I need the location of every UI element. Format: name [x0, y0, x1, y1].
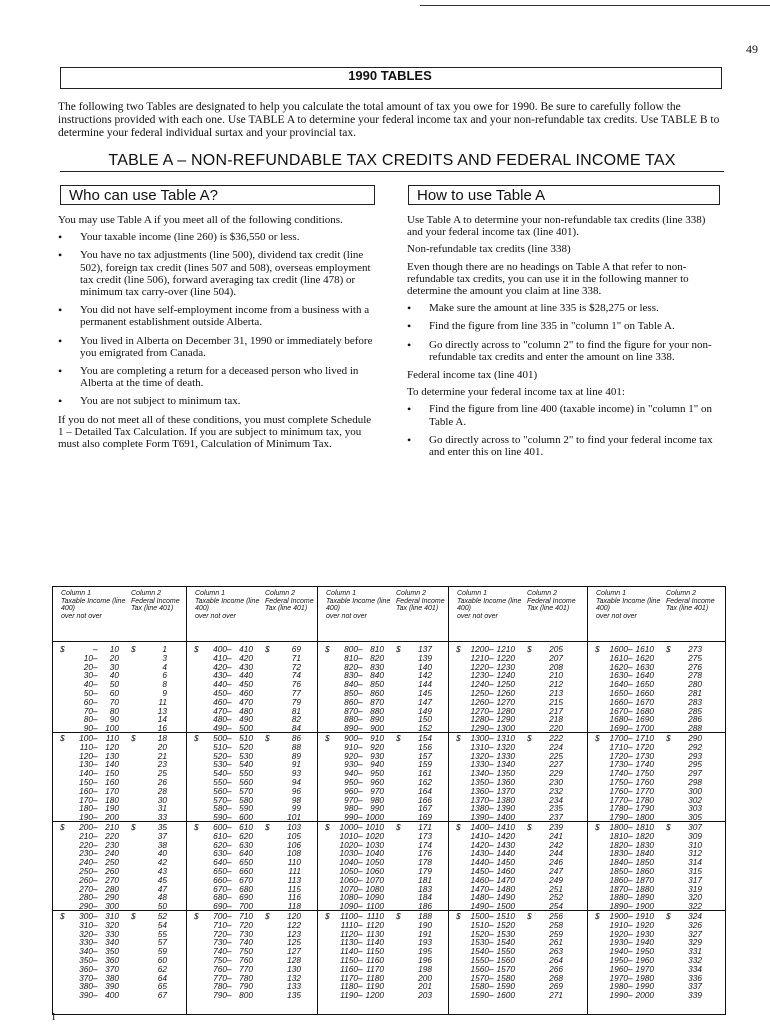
table-row: 1340 – 1350 229 — [470, 768, 563, 779]
table-row: 1660 – 1670 283 — [609, 696, 702, 707]
table-row: 130 – 140 23 — [79, 759, 167, 770]
table-row: 770 – 780 132 — [213, 972, 301, 983]
table-group — [588, 645, 725, 733]
table-row: 1490 – 1500 254 — [470, 901, 563, 912]
table-row: $ 700 – 710 $ 120 — [194, 911, 301, 921]
table-row: $ 1000 – 1010 $ 171 — [325, 822, 432, 832]
left-bullets — [58, 231, 378, 407]
table-row: 310 – 320 54 — [79, 919, 167, 930]
table-row: 420 – 430 72 — [213, 661, 301, 672]
left-column — [58, 214, 378, 455]
table-row: 1820 – 1830 310 — [609, 839, 702, 850]
table-row: 930 – 940 159 — [344, 759, 432, 770]
table-row: 1520 – 1530 259 — [470, 928, 563, 939]
table-row: 1440 – 1450 246 — [470, 857, 563, 868]
table-row: 1190 – 1200 203 — [340, 990, 432, 1001]
table-row: 1570 – 1580 268 — [470, 972, 563, 983]
header-rule — [449, 641, 587, 642]
table-row: 250 – 260 43 — [79, 865, 167, 876]
table-row: 1430 – 1440 244 — [470, 848, 563, 859]
table-row: 910 – 920 156 — [344, 741, 432, 752]
table-row: 60 – 70 11 — [83, 696, 167, 707]
header-rule — [588, 641, 725, 642]
table-row: 1140 – 1150 195 — [340, 946, 432, 957]
right1-bullet-2: • Find the figure from line 335 in "column 1" on Table A. — [407, 320, 723, 332]
table-row: $ 1200 – 1210 $ 205 — [456, 644, 563, 654]
table-row: $ 1500 – 1510 $ 256 — [456, 911, 563, 921]
table-row: 1890 – 1900 322 — [609, 901, 702, 912]
table-row: 1030 – 1040 176 — [339, 848, 432, 859]
table-row: $ 900 – 910 $ 154 — [325, 733, 432, 743]
table-row: 620 – 630 106 — [213, 839, 301, 850]
right-para1: Even though there are no headings on Table A that refer to non-refundable tax credits, you can use it in the following manner to determine the amount you claim at line 338. — [407, 260, 689, 298]
table-row: 240 – 250 42 — [79, 857, 167, 868]
left-bullet-1: • Your taxable income (line 260) is $36,550 or less. — [58, 231, 378, 243]
tax-table — [52, 586, 726, 1015]
table-row: 1910 – 1920 326 — [609, 919, 702, 930]
table-row: 1620 – 1630 276 — [609, 661, 702, 672]
table-row: 880 – 890 150 — [344, 714, 432, 725]
who-can-use-heading: Who can use Table A? — [60, 185, 375, 205]
table-row: 90 – 100 16 — [83, 723, 167, 734]
table-row: 660 – 670 113 — [213, 874, 301, 885]
table-row: 330 – 340 57 — [79, 937, 167, 948]
table-group — [588, 912, 725, 1000]
table-row: 760 – 770 130 — [213, 963, 301, 974]
table-group — [187, 912, 317, 1000]
left-lead: You may use Table A if you meet all of the following conditions. — [58, 214, 343, 226]
table-row: 1810 – 1820 309 — [609, 830, 702, 841]
table-group — [449, 912, 587, 1000]
table-row: 110 – 120 20 — [79, 741, 167, 752]
table-row: 1080 – 1090 184 — [339, 892, 432, 903]
table-row: 370 – 380 64 — [79, 972, 167, 983]
header-rule — [187, 641, 317, 642]
intro-paragraph: The following two Tables are designated to help you calculate the total amount of tax you owe for 1990. Be sure to carefully follow the instructions provided with each one. Use TABLE A to determine your federal income tax and your non-refundable tax credits. Use TABLE B to determine your federal individual surtax and your provincial tax. — [58, 101, 720, 139]
how-to-use-heading: How to use Table A — [408, 185, 720, 205]
table-row: 1970 – 1980 336 — [609, 972, 702, 983]
table-row: 1550 – 1560 264 — [470, 954, 563, 965]
table-row: $ 1400 – 1410 $ 239 — [456, 822, 563, 832]
table-row: 440 – 450 76 — [213, 679, 301, 690]
table-column-3: Column 1 Taxable Income (line 400) over not over Column 2 Federal Income Tax (line 401) $ 800 – 810 $ 137 810 – 820 139 820 – 830 140 830 – 840 142 840 – 850 144 850 – 860 145 860 – 870 147 870 – 880 149 880 – 890 150 890 – 900 152 $ 900 – 910 $ 154 910 – 920 156 920 – 930 157 930 – 940 159 940 – 950 161 950 – 960 162 960 – 970 164 970 – 980 166 980 – 990 167 990 – 1000 169 $ 1000 – 1010 $ 171 1010 – 1020 173 1020 – 1030 174 1030 – 1040 176 1040 – 1050 178 1050 – 1060 179 1060 – 1070 181 1070 – 1080 183 1080 – 1090 184 1090 – 1100 186 $ 1100 – 1110 $ 188 1110 – 1120 190 1120 – 1130 191 1130 – 1140 193 1140 – 1150 195 1150 – 1160 196 1160 – 1170 198 1170 – 1180 200 1180 – 1190 201 1190 – 1200 203 — [318, 587, 449, 1014]
table-group — [449, 734, 587, 822]
right1-bullet-1: • Make sure the amount at line 335 is $28,275 or less. — [407, 302, 723, 314]
table-row: 1610 – 1620 275 — [609, 652, 702, 663]
table-group — [187, 823, 317, 911]
table-row: 1780 – 1790 303 — [609, 803, 702, 814]
table-row: 180 – 190 31 — [79, 803, 167, 814]
table-row: 730 – 740 125 — [213, 937, 301, 948]
table-row: 1160 – 1170 198 — [340, 963, 432, 974]
table-group — [318, 823, 448, 911]
table-row: 1150 – 1160 196 — [340, 954, 432, 965]
table-row: $ 800 – 810 $ 137 — [325, 644, 432, 654]
table-row: 360 – 370 62 — [79, 963, 167, 974]
table-row: 610 – 620 105 — [213, 830, 301, 841]
right1-bullet-3: • Go directly across to "column 2" to find the figure for your non-refundable tax credits and enter the amount on line 338. — [407, 339, 723, 363]
table-row: 280 – 290 48 — [79, 892, 167, 903]
table-row: $ 400 – 410 $ 69 — [194, 644, 301, 654]
table-row: 1760 – 1770 300 — [609, 785, 702, 796]
table-row: 80 – 90 14 — [83, 714, 167, 725]
table-row: $ 500 – 510 $ 86 — [194, 733, 301, 743]
table-row: 160 – 170 28 — [79, 785, 167, 796]
table-row: 1240 – 1250 212 — [470, 679, 563, 690]
group-separator — [588, 910, 725, 911]
table-row: 1130 – 1140 193 — [340, 937, 432, 948]
table-row: 1980 – 1990 337 — [609, 981, 702, 992]
table-row: 890 – 900 152 — [344, 723, 432, 734]
table-row: 520 – 530 89 — [213, 750, 301, 761]
table-row: 480 – 490 82 — [213, 714, 301, 725]
table-group — [449, 823, 587, 911]
table-row: 450 – 460 77 — [213, 687, 301, 698]
table-row: 1590 – 1600 271 — [470, 990, 563, 1001]
right-para2: To determine your federal income tax at line 401: — [407, 386, 625, 399]
table-row: 1580 – 1590 269 — [470, 981, 563, 992]
table-row: 850 – 860 145 — [344, 687, 432, 698]
table-row: 1390 – 1400 237 — [470, 812, 563, 823]
top-rule — [420, 5, 770, 6]
table-group — [318, 734, 448, 822]
table-group — [53, 912, 186, 1000]
table-row: 540 – 550 93 — [213, 768, 301, 779]
table-row: 1380 – 1390 235 — [470, 803, 563, 814]
table-row: 1460 – 1470 249 — [470, 874, 563, 885]
table-row: 750 – 760 128 — [213, 954, 301, 965]
group-separator — [449, 732, 587, 733]
footer-mark: I — [52, 1012, 56, 1023]
table-row: 1930 – 1940 329 — [609, 937, 702, 948]
table-row: 1410 – 1420 241 — [470, 830, 563, 841]
left-bullet-5: • You are completing a return for a deceased person who lived in Alberta at the time of death. — [58, 365, 378, 389]
table-row: 510 – 520 88 — [213, 741, 301, 752]
table-row: 150 – 160 26 — [79, 776, 167, 787]
table-row: $ 100 – 110 $ 18 — [60, 733, 167, 743]
table-row: 270 – 280 47 — [79, 883, 167, 894]
table-group — [187, 734, 317, 822]
table-row: 230 – 240 40 — [79, 848, 167, 859]
table-row: 1050 – 1060 179 — [339, 865, 432, 876]
table-group — [53, 645, 186, 733]
table-row: 950 – 960 162 — [344, 776, 432, 787]
table-row: $ 1700 – 1710 $ 290 — [595, 733, 702, 743]
table-row: 1170 – 1180 200 — [340, 972, 432, 983]
table-row: 1420 – 1430 242 — [470, 839, 563, 850]
table-column-2: Column 1 Taxable Income (line 400) over not over Column 2 Federal Income Tax (line 401) $ 400 – 410 $ 69 410 – 420 71 420 – 430 72 430 – 440 74 440 – 450 76 450 – 460 77 460 – 470 79 470 – 480 81 480 – 490 82 490 – 500 84 $ 500 – 510 $ 86 510 – 520 88 520 – 530 89 530 – 540 91 540 – 550 93 550 – 560 94 560 – 570 96 570 – 580 98 580 – 590 99 590 – 600 101 $ 600 – 610 $ 103 610 – 620 105 620 – 630 106 630 – 640 108 640 – 650 110 650 – 660 111 660 – 670 113 670 – 680 115 680 – 690 116 690 – 700 118 $ 700 – 710 $ 120 710 – 720 122 720 – 730 123 730 – 740 125 740 – 750 127 750 – 760 128 760 – 770 130 770 – 780 132 780 – 790 133 790 – 800 135 — [187, 587, 318, 1014]
table-row: 1870 – 1880 319 — [609, 883, 702, 894]
table-row: 1750 – 1760 298 — [609, 776, 702, 787]
right-bullets-2 — [407, 403, 723, 458]
table-row: 190 – 200 33 — [79, 812, 167, 823]
table-row: $ 300 – 310 $ 52 — [60, 911, 167, 921]
table-row: 560 – 570 96 — [213, 785, 301, 796]
table-row: 30 – 40 6 — [83, 670, 167, 681]
table-group — [187, 645, 317, 733]
table-row: 1920 – 1930 327 — [609, 928, 702, 939]
table-row: 1120 – 1130 191 — [340, 928, 432, 939]
table-row: 630 – 640 108 — [213, 848, 301, 859]
header-rule — [318, 641, 448, 642]
table-row: 1630 – 1640 278 — [609, 670, 702, 681]
table-row: 290 – 300 50 — [79, 901, 167, 912]
left-bullet-3: • You did not have self-employment income from a business with a permanent establishment outside Alberta. — [58, 304, 378, 328]
table-row: 1180 – 1190 201 — [340, 981, 432, 992]
table-column-5: Column 1 Taxable Income (line 400) over not over Column 2 Federal Income Tax (line 401) $ 1600 – 1610 $ 273 1610 – 1620 275 1620 – 1630 276 1630 – 1640 278 1640 – 1650 280 1650 – 1660 281 1660 – 1670 283 1670 – 1680 285 1680 – 1690 286 1690 – 1700 288 $ 1700 – 1710 $ 290 1710 – 1720 292 1720 – 1730 293 1730 – 1740 295 1740 – 1750 297 1750 – 1760 298 1760 – 1770 300 1770 – 1780 302 1780 – 1790 303 1790 – 1800 305 $ 1800 – 1810 $ 307 1810 – 1820 309 1820 – 1830 310 1830 – 1840 312 1840 – 1850 314 1850 – 1860 315 1860 – 1870 317 1870 – 1880 319 1880 – 1890 320 1890 – 1900 322 $ 1900 – 1910 $ 324 1910 – 1920 326 1920 – 1930 327 1930 – 1940 329 1940 – 1950 331 1950 – 1960 332 1960 – 1970 334 1970 – 1980 336 1980 – 1990 337 1990 – 2000 339 — [588, 587, 725, 1014]
table-column-4: Column 1 Taxable Income (line 400) over not over Column 2 Federal Income Tax (line 401) $ 1200 – 1210 $ 205 1210 – 1220 207 1220 – 1230 208 1230 – 1240 210 1240 – 1250 212 1250 – 1260 213 1260 – 1270 215 1270 – 1280 217 1280 – 1290 218 1290 – 1300 220 $ 1300 – 1310 $ 222 1310 – 1320 224 1320 – 1330 225 1330 – 1340 227 1340 – 1350 229 1350 – 1360 230 1360 – 1370 232 1370 – 1380 234 1380 – 1390 235 1390 – 1400 237 $ 1400 – 1410 $ 239 1410 – 1420 241 1420 – 1430 242 1430 – 1440 244 1440 – 1450 246 1450 – 1460 247 1460 – 1470 249 1470 – 1480 251 1480 – 1490 252 1490 – 1500 254 $ 1500 – 1510 $ 256 1510 – 1520 258 1520 – 1530 259 1530 – 1540 261 1540 – 1550 263 1550 – 1560 264 1560 – 1570 266 1570 – 1580 268 1580 – 1590 269 1590 – 1600 271 — [449, 587, 588, 1014]
table-row: 830 – 840 142 — [344, 670, 432, 681]
table-row: 860 – 870 147 — [344, 696, 432, 707]
table-row: 1690 – 1700 288 — [609, 723, 702, 734]
table-row: 1230 – 1240 210 — [470, 670, 563, 681]
right-sub1: Non-refundable tax credits (line 338) — [407, 243, 571, 256]
table-row: 1330 – 1340 227 — [470, 759, 563, 770]
table-row: 790 – 800 135 — [213, 990, 301, 1001]
table-row: 410 – 420 71 — [213, 652, 301, 663]
table-row: 820 – 830 140 — [344, 661, 432, 672]
table-row: $ 1600 – 1610 $ 273 — [595, 644, 702, 654]
table-group — [588, 734, 725, 822]
table-row: 1560 – 1570 266 — [470, 963, 563, 974]
table-row: 1220 – 1230 208 — [470, 661, 563, 672]
table-column-1: Column 1 Taxable Income (line 400) over not over Column 2 Federal Income Tax (line 401) $ – 10 $ 1 10 – 20 3 20 – 30 4 30 – 40 6 40 – 50 8 50 – 60 9 60 – 70 11 70 – 80 13 80 – 90 14 90 – 100 16 $ 100 – 110 $ 18 110 – 120 20 120 – 130 21 130 – 140 23 140 – 150 25 150 – 160 26 160 – 170 28 170 – 180 30 180 – 190 31 190 – 200 33 $ 200 – 210 $ 35 210 – 220 37 220 – 230 38 230 – 240 40 240 – 250 42 250 – 260 43 260 – 270 45 270 – 280 47 280 – 290 48 290 – 300 50 $ 300 – 310 $ 52 310 – 320 54 320 – 330 55 330 – 340 57 340 – 350 59 350 – 360 60 360 – 370 62 370 – 380 64 380 – 390 65 390 – 400 67 — [53, 587, 187, 1014]
group-separator — [449, 910, 587, 911]
table-row: 1670 – 1680 285 — [609, 705, 702, 716]
table-row: 720 – 730 123 — [213, 928, 301, 939]
table-group — [449, 645, 587, 733]
table-row: 140 – 150 25 — [79, 768, 167, 779]
table-row: 970 – 980 166 — [344, 794, 432, 805]
table-row: 1070 – 1080 183 — [339, 883, 432, 894]
table-row: 1950 – 1960 332 — [609, 954, 702, 965]
header-rule — [53, 641, 186, 642]
table-row: 1730 – 1740 295 — [609, 759, 702, 770]
table-row: 1740 – 1750 297 — [609, 768, 702, 779]
table-row: 1280 – 1290 218 — [470, 714, 563, 725]
table-row: 1720 – 1730 293 — [609, 750, 702, 761]
table-row: 810 – 820 139 — [344, 652, 432, 663]
group-separator — [588, 821, 725, 822]
table-row: 220 – 230 38 — [79, 839, 167, 850]
table-group — [318, 645, 448, 733]
table-row: 1480 – 1490 252 — [470, 892, 563, 903]
right-bullets-1 — [407, 302, 723, 363]
table-row: 380 – 390 65 — [79, 981, 167, 992]
table-row: 390 – 400 67 — [79, 990, 167, 1001]
table-row: 1350 – 1360 230 — [470, 776, 563, 787]
table-row: 1960 – 1970 334 — [609, 963, 702, 974]
table-row: 1360 – 1370 232 — [470, 785, 563, 796]
table-row: $ 1300 – 1310 $ 222 — [456, 733, 563, 743]
table-row: 1060 – 1070 181 — [339, 874, 432, 885]
table-row: 1110 – 1120 190 — [340, 919, 432, 930]
table-row: 780 – 790 133 — [213, 981, 301, 992]
group-separator — [588, 732, 725, 733]
table-row: 1640 – 1650 280 — [609, 679, 702, 690]
table-row: 530 – 540 91 — [213, 759, 301, 770]
table-row: 350 – 360 60 — [79, 954, 167, 965]
page-number: 49 — [746, 42, 758, 56]
table-row: 490 – 500 84 — [213, 723, 301, 734]
table-row: 1940 – 1950 331 — [609, 946, 702, 957]
table-row: 1530 – 1540 261 — [470, 937, 563, 948]
table-row: 1840 – 1850 314 — [609, 857, 702, 868]
banner-title: 1990 TABLES — [348, 68, 432, 83]
table-row: 120 – 130 21 — [79, 750, 167, 761]
table-row: 470 – 480 81 — [213, 705, 301, 716]
table-row: 680 – 690 116 — [213, 892, 301, 903]
table-group — [318, 912, 448, 1000]
table-row: 960 – 970 164 — [344, 785, 432, 796]
table-row: 20 – 30 4 — [83, 661, 167, 672]
table-row: 570 – 580 98 — [213, 794, 301, 805]
table-row: 1250 – 1260 213 — [470, 687, 563, 698]
table-row: 1470 – 1480 251 — [470, 883, 563, 894]
table-row: 920 – 930 157 — [344, 750, 432, 761]
table-row: 1310 – 1320 224 — [470, 741, 563, 752]
right-sub2: Federal income tax (line 401) — [407, 369, 538, 382]
table-row: 50 – 60 9 — [83, 687, 167, 698]
table-row: 650 – 660 111 — [213, 865, 301, 876]
table-row: 70 – 80 13 — [83, 705, 167, 716]
table-row: 1270 – 1280 217 — [470, 705, 563, 716]
table-row: 1770 – 1780 302 — [609, 794, 702, 805]
table-row: 430 – 440 74 — [213, 670, 301, 681]
left-bullet-6: • You are not subject to minimum tax. — [58, 395, 378, 407]
right-column — [407, 214, 723, 464]
table-row: 550 – 560 94 — [213, 776, 301, 787]
table-row: 320 – 330 55 — [79, 928, 167, 939]
table-row: 640 – 650 110 — [213, 857, 301, 868]
right2-bullet-1: • Find the figure from line 400 (taxable income) in "column 1" on Table A. — [407, 403, 723, 427]
table-row: $ 200 – 210 $ 35 — [60, 822, 167, 832]
table-row: $ 1800 – 1810 $ 307 — [595, 822, 702, 832]
table-row: 840 – 850 144 — [344, 679, 432, 690]
table-row: $ – 10 $ 1 — [60, 644, 167, 654]
right2-bullet-2: • Go directly across to "column 2" to find your federal income tax and enter this on line 401. — [407, 434, 723, 458]
table-row: $ 600 – 610 $ 103 — [194, 822, 301, 832]
left-bullet-2: • You have no tax adjustments (line 500), dividend tax credit (line 502), foreign tax credit (lines 507 and 508), overseas employment tax credit (line 506), forward averaging tax credit (line 478) or minimum tax carry-over (line 504). — [58, 249, 378, 298]
table-row: 590 – 600 101 — [213, 812, 301, 823]
table-row: 10 – 20 3 — [83, 652, 167, 663]
table-row: 340 – 350 59 — [79, 946, 167, 957]
table-row: 1320 – 1330 225 — [470, 750, 563, 761]
table-row: 940 – 950 161 — [344, 768, 432, 779]
table-row: 170 – 180 30 — [79, 794, 167, 805]
table-group — [588, 823, 725, 911]
table-row: 1510 – 1520 258 — [470, 919, 563, 930]
table-row: 1210 – 1220 207 — [470, 652, 563, 663]
group-separator — [449, 821, 587, 822]
table-group — [53, 823, 186, 911]
table-row: 670 – 680 115 — [213, 883, 301, 894]
table-row: 1540 – 1550 263 — [470, 946, 563, 957]
table-row: $ 1100 – 1110 $ 188 — [325, 911, 432, 921]
table-row: $ 1900 – 1910 $ 324 — [595, 911, 702, 921]
table-group — [53, 734, 186, 822]
table-row: 1650 – 1660 281 — [609, 687, 702, 698]
table-row: 710 – 720 122 — [213, 919, 301, 930]
table-row: 1020 – 1030 174 — [339, 839, 432, 850]
table-row: 1010 – 1020 173 — [339, 830, 432, 841]
table-row: 1090 – 1100 186 — [339, 901, 432, 912]
table-row: 210 – 220 37 — [79, 830, 167, 841]
table-row: 690 – 700 118 — [213, 901, 301, 912]
table-row: 460 – 470 79 — [213, 696, 301, 707]
table-row: 1710 – 1720 292 — [609, 741, 702, 752]
table-row: 1370 – 1380 234 — [470, 794, 563, 805]
table-row: 1850 – 1860 315 — [609, 865, 702, 876]
table-row: 1040 – 1050 178 — [339, 857, 432, 868]
table-row: 870 – 880 149 — [344, 705, 432, 716]
table-row: 1450 – 1460 247 — [470, 865, 563, 876]
table-row: 1880 – 1890 320 — [609, 892, 702, 903]
table-a-title: TABLE A – NON-REFUNDABLE TAX CREDITS AND FEDERAL INCOME TAX — [108, 152, 676, 169]
table-a-title-rule — [60, 171, 724, 172]
table-row: 740 – 750 127 — [213, 946, 301, 957]
table-row: 1860 – 1870 317 — [609, 874, 702, 885]
table-row: 1260 – 1270 215 — [470, 696, 563, 707]
table-row: 1290 – 1300 220 — [470, 723, 563, 734]
table-row: 1990 – 2000 339 — [609, 990, 702, 1001]
table-row: 580 – 590 99 — [213, 803, 301, 814]
left-bullet-4: • You lived in Alberta on December 31, 1990 or immediately before you emigrated from Canada. — [58, 335, 378, 359]
right-lead: Use Table A to determine your non-refundable tax credits (line 338) and your federal income tax (line 401). — [407, 214, 706, 239]
left-closing: If you do not meet all of these conditions, you must complete Schedule 1 – Detailed Tax Calculation. If you are subject to minimum tax, you must also complete Form T691, Calculation of Minimum Tax. — [58, 413, 372, 451]
table-row: 990 – 1000 169 — [344, 812, 432, 823]
table-row: 1790 – 1800 305 — [609, 812, 702, 823]
table-row: 260 – 270 45 — [79, 874, 167, 885]
table-row: 1830 – 1840 312 — [609, 848, 702, 859]
table-row: 1680 – 1690 286 — [609, 714, 702, 725]
table-row: 40 – 50 8 — [83, 679, 167, 690]
table-row: 980 – 990 167 — [344, 803, 432, 814]
